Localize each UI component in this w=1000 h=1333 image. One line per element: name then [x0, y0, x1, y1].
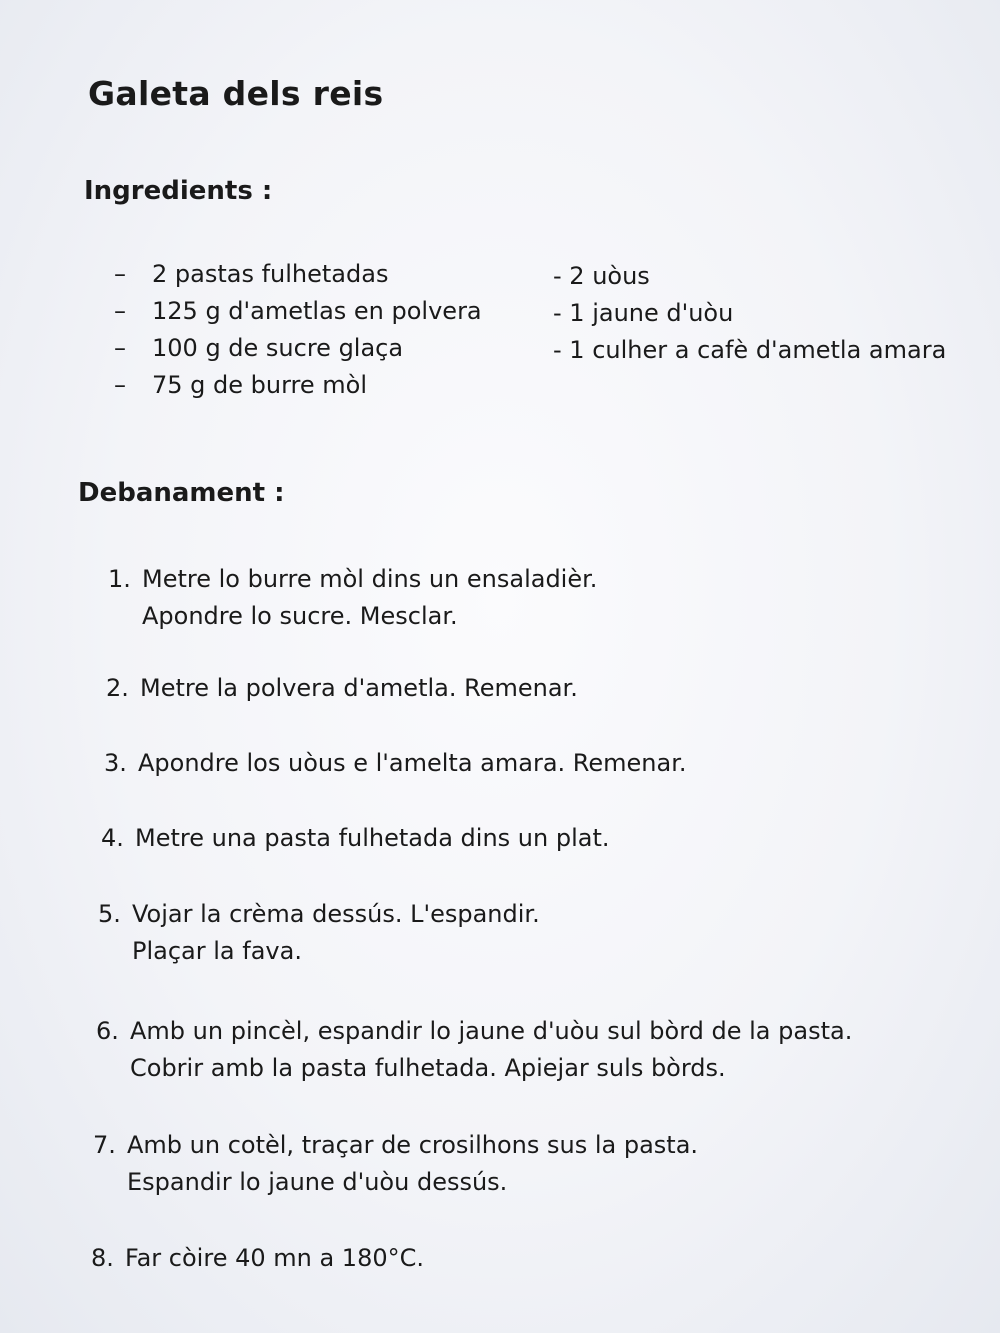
- list-dash: –: [114, 260, 126, 288]
- step-line: Metre lo burre mòl dins un ensaladièr.: [142, 565, 598, 593]
- step-number: 7.: [93, 1131, 116, 1159]
- ingredient-item: [114, 367, 482, 404]
- step-line: Apondre lo sucre. Mesclar.: [142, 602, 458, 630]
- ingredients-heading: Ingredients :: [84, 176, 273, 206]
- step-number: 8.: [91, 1244, 114, 1272]
- step-number: 2.: [106, 674, 129, 702]
- method-heading: Debanament :: [78, 478, 285, 508]
- ingredient-item: [114, 256, 482, 293]
- step-number: 6.: [96, 1017, 119, 1045]
- ingredient-text: 125 g d'ametlas en polvera: [152, 297, 482, 325]
- step-line: Amb un pincèl, espandir lo jaune d'uòu sul bòrd de la pasta.: [130, 1017, 853, 1045]
- method-step: [104, 745, 687, 782]
- list-dash: –: [114, 297, 126, 325]
- method-step: [101, 820, 610, 857]
- method-step: [106, 670, 578, 707]
- list-dash: –: [114, 371, 126, 399]
- ingredients-list-left: [114, 256, 482, 404]
- step-line: Metre la polvera d'ametla. Remenar.: [140, 674, 578, 702]
- step-line: Metre una pasta fulhetada dins un plat.: [135, 824, 610, 852]
- method-step: [108, 561, 597, 635]
- ingredient-item: - 2 uòus: [553, 262, 650, 290]
- ingredients-list-right: [553, 258, 946, 369]
- step-line: Vojar la crèma dessús. L'espandir.: [132, 900, 540, 928]
- step-line: Cobrir amb la pasta fulhetada. Apiejar suls bòrds.: [130, 1054, 726, 1082]
- step-number: 5.: [98, 900, 121, 928]
- method-step: [96, 1013, 852, 1087]
- step-line: Plaçar la fava.: [132, 937, 302, 965]
- step-number: 3.: [104, 749, 127, 777]
- step-line: Apondre los uòus e l'amelta amara. Remenar.: [138, 749, 687, 777]
- step-number: 1.: [108, 565, 131, 593]
- method-step: [98, 896, 540, 970]
- method-step: [93, 1127, 698, 1201]
- method-step: [91, 1240, 424, 1277]
- ingredient-item: - 1 jaune d'uòu: [553, 299, 734, 327]
- step-line: Amb un cotèl, traçar de crosilhons sus la pasta.: [127, 1131, 699, 1159]
- ingredient-text: 2 pastas fulhetadas: [152, 260, 389, 288]
- ingredient-text: 75 g de burre mòl: [152, 371, 368, 399]
- step-number: 4.: [101, 824, 124, 852]
- ingredient-item: - 1 culher a cafè d'ametla amara: [553, 336, 947, 364]
- ingredient-item: [114, 293, 482, 330]
- list-dash: –: [114, 334, 126, 362]
- step-line: Espandir lo jaune d'uòu dessús.: [127, 1168, 508, 1196]
- recipe-title: Galeta dels reis: [88, 74, 384, 113]
- ingredient-text: 100 g de sucre glaça: [152, 334, 404, 362]
- ingredient-item: [114, 330, 482, 367]
- step-line: Far còire 40 mn a 180°C.: [125, 1244, 425, 1272]
